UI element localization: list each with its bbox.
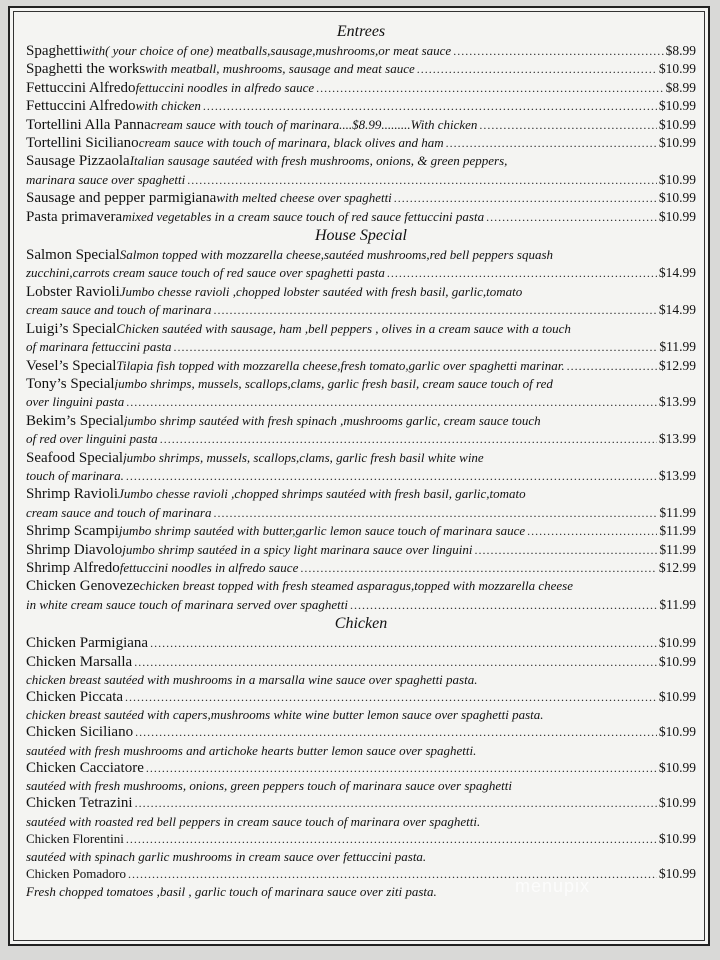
menu-item bbox=[26, 42, 696, 60]
menu-item-line bbox=[26, 430, 696, 448]
menu-item-line bbox=[26, 97, 696, 115]
menu-item-name: Seafood Special bbox=[26, 449, 124, 466]
leader-dots bbox=[417, 60, 657, 78]
menu-item-description: sautéed with fresh mushrooms, onions, green peppers touch of marinara sauce over spaghetti bbox=[26, 778, 513, 794]
menu-item-description: sautéed with roasted red bell peppers in cream sauce touch of marinara over spaghetti. bbox=[26, 813, 481, 829]
leader-dots bbox=[146, 759, 657, 777]
menu-item-price: $11.99 bbox=[659, 504, 696, 520]
menu-item-description: with( your choice of one) meatballs,sausage,mushrooms,or meat sauce bbox=[82, 43, 452, 58]
menu-item-price: $12.99 bbox=[658, 559, 696, 575]
menu-item-description-cont: of marinara fettuccini pasta bbox=[26, 339, 172, 355]
menu-item bbox=[26, 152, 696, 189]
menu-item-price: $10.99 bbox=[658, 61, 696, 77]
menu-item-description: Jumbo chesse ravioli ,chopped shrimps sautéed with fresh basil, garlic,tomato bbox=[118, 486, 526, 502]
menu-item-name: Chicken Pomadoro bbox=[26, 866, 127, 882]
menu-item-line bbox=[26, 320, 696, 338]
menu-item-line bbox=[26, 246, 696, 264]
menu-item-description-cont: cream sauce and touch of marinara bbox=[26, 504, 212, 520]
menu-item-description: with melted cheese over spaghetti bbox=[216, 190, 392, 206]
menu-item-description: sautéed with fresh mushrooms and artichoke hearts butter lemon sauce over spaghetti. bbox=[26, 742, 477, 758]
leader-dots bbox=[479, 116, 656, 134]
menu-item-line bbox=[26, 208, 696, 226]
menu-item-line bbox=[26, 522, 696, 540]
menu-item-description-cont: marinara sauce over spaghetti bbox=[26, 171, 186, 187]
menu-item-description: mixed vegetables in a cream sauce touch of red sauce fettuccini pasta bbox=[122, 208, 485, 224]
menu-item-price: $10.99 bbox=[658, 190, 696, 206]
menu-item-price: $10.99 bbox=[658, 830, 696, 846]
menu-item-name: Pasta primavera bbox=[26, 208, 123, 225]
menu-item-description: jumbo shrimps, mussels, scallops,clams, garlic fresh basil, cream sauce touch of red bbox=[114, 375, 553, 391]
menu-item bbox=[26, 357, 696, 375]
leader-dots bbox=[387, 264, 657, 282]
menu-item bbox=[26, 723, 696, 758]
menu-item-line bbox=[26, 634, 696, 652]
menu-item-price: $11.99 bbox=[659, 523, 696, 539]
menu-item-name: Shrimp Scampi bbox=[26, 523, 119, 540]
leader-dots bbox=[453, 42, 663, 60]
leader-dots bbox=[187, 171, 657, 189]
menu-item-price: $10.99 bbox=[658, 171, 696, 187]
menu-item-line bbox=[26, 653, 696, 671]
leader-dots bbox=[350, 596, 657, 614]
menu-section-house bbox=[26, 226, 696, 614]
leader-dots bbox=[134, 653, 657, 671]
leader-dots bbox=[160, 430, 657, 448]
watermark: menupix bbox=[515, 876, 591, 896]
menu-item-name: Chicken Florentini bbox=[26, 830, 124, 846]
menu-item-description: jumbo shrimp sautéed in a spicy light marinara sauce over linguini bbox=[122, 541, 473, 557]
menu-item bbox=[26, 320, 696, 357]
leader-dots bbox=[126, 467, 657, 485]
menu-item-line bbox=[26, 596, 696, 614]
menu-item-description: cream sauce with touch of marinara, black olives and ham bbox=[138, 135, 444, 151]
menu-item-price: $10.99 bbox=[658, 795, 696, 811]
menu-item-description-cont: zucchini,carrots cream sauce touch of red sauce over spaghetti pasta bbox=[26, 265, 385, 281]
menu-item-description: Italian sausage sautéed with fresh mushrooms, onions, & green peppers, bbox=[129, 153, 508, 169]
menu-item-description: chicken breast sautéed with mushrooms in a marsalla wine sauce over spaghetti pasta. bbox=[26, 672, 478, 687]
menu-item-name: Bekim’s Special bbox=[26, 412, 124, 429]
menu-item-description-cont: cream sauce and touch of marinara bbox=[26, 302, 212, 318]
menu-item bbox=[26, 134, 696, 152]
leader-dots bbox=[300, 559, 657, 577]
menu-item-price: $13.99 bbox=[658, 431, 696, 447]
leader-dots bbox=[135, 723, 657, 741]
menu-item-line bbox=[26, 449, 696, 467]
menu-item bbox=[26, 634, 696, 652]
menu-item-description-cont: in white cream sauce touch of marinara served over spaghetti bbox=[26, 596, 348, 612]
menu-item-line bbox=[26, 541, 696, 559]
leader-dots bbox=[135, 794, 657, 812]
leader-dots bbox=[213, 301, 656, 319]
leader-dots bbox=[446, 134, 657, 152]
menu-item-line bbox=[26, 559, 696, 577]
menu-item-price: $10.99 bbox=[658, 135, 696, 151]
menu-item-line bbox=[26, 152, 696, 170]
menu-item-description-cont: over linguini pasta bbox=[26, 394, 125, 410]
menu-item-line bbox=[26, 688, 696, 706]
menu-item-description-cont: of red over linguini pasta bbox=[26, 431, 158, 447]
menu-item-name: Chicken Cacciatore bbox=[26, 759, 144, 776]
menu-item bbox=[26, 541, 696, 559]
menu-item-line bbox=[26, 357, 696, 375]
section-title: House Special bbox=[315, 227, 407, 245]
leader-dots bbox=[567, 357, 657, 375]
menu-item bbox=[26, 865, 696, 900]
menu-item-line bbox=[26, 865, 696, 883]
menu-item-line bbox=[26, 830, 696, 848]
menu-item-line bbox=[26, 393, 696, 411]
menu-item-name: Chicken Marsalla bbox=[26, 653, 133, 670]
menu-item-description: sautéed with spinach garlic mushrooms in cream sauce over fettuccini pasta. bbox=[26, 849, 427, 865]
menu-item-line bbox=[26, 577, 696, 595]
menu-item-name: Chicken Siciliano bbox=[26, 724, 134, 741]
menu-item-price: $10.99 bbox=[658, 635, 696, 651]
menu-item bbox=[26, 577, 696, 614]
menu-item-price: $10.99 bbox=[658, 724, 696, 740]
menu-item-description: chicken breast sautéed with capers,mushrooms white wine butter lemon sauce over spaghetti pasta. bbox=[26, 707, 544, 723]
menu-item-price: $11.99 bbox=[659, 541, 696, 557]
menu-item-line bbox=[26, 134, 696, 152]
menu-item-line bbox=[26, 42, 696, 60]
menu-item-line bbox=[26, 485, 696, 503]
menu-item-price: $10.99 bbox=[658, 653, 696, 669]
menu-item-price: $11.99 bbox=[659, 596, 696, 612]
menu-item bbox=[26, 283, 696, 320]
menu-item-name: Tortellini Siciliano bbox=[26, 135, 139, 152]
menu-item-price: $10.99 bbox=[658, 98, 696, 114]
menu-item-line bbox=[26, 189, 696, 207]
menu-item-name: Salmon Special bbox=[26, 247, 120, 264]
leader-dots bbox=[174, 338, 658, 356]
leader-dots bbox=[150, 634, 657, 652]
menu-item-name: Chicken Piccata bbox=[26, 689, 124, 705]
menu-item-description: Chicken sautéed with sausage, ham ,bell peppers , olives in a cream sauce with a touch bbox=[116, 320, 571, 336]
menu-item-name: Lobster Ravioli bbox=[26, 283, 120, 300]
menu-item-line bbox=[26, 759, 696, 777]
menu-item-line bbox=[26, 723, 696, 741]
menu-item-name: Shrimp Diavolo bbox=[26, 541, 123, 558]
menu-item-price: $13.99 bbox=[658, 467, 696, 483]
menu-item-name: Chicken Tetrazini bbox=[26, 795, 133, 812]
menu-item-price: $10.99 bbox=[658, 208, 696, 224]
menu-item-name: Tortellini Alla Panna bbox=[26, 116, 151, 133]
menu-item-name: Shrimp Alfredo bbox=[26, 559, 120, 576]
menu-item-description: fettuccini noodles in alfredo sauce bbox=[135, 79, 315, 95]
menu-item-price: $14.99 bbox=[658, 265, 696, 281]
menu-item-line bbox=[26, 301, 696, 319]
menu-item-line bbox=[26, 338, 696, 356]
menu-item-line bbox=[26, 79, 696, 97]
menu-item bbox=[26, 60, 696, 78]
menu-item-price: $10.99 bbox=[658, 759, 696, 775]
menu-item-description: Salmon topped with mozzarella cheese,sautéed mushrooms,red bell peppers squash bbox=[119, 247, 554, 263]
menu-page bbox=[8, 6, 710, 946]
menu-item-description: Jumbo chesse ravioli ,chopped lobster sautéed with fresh basil, garlic,tomato bbox=[119, 283, 523, 299]
menu-item-name: Luigi’s Special bbox=[26, 320, 117, 337]
menu-item-line bbox=[26, 264, 696, 282]
menu-item-price: $14.99 bbox=[658, 302, 696, 318]
leader-dots bbox=[527, 522, 657, 540]
menu-item-line bbox=[26, 467, 696, 485]
menu-item bbox=[26, 759, 696, 794]
menu-item bbox=[26, 97, 696, 115]
menu-section-chicken bbox=[26, 614, 696, 900]
menu-item-price: $10.99 bbox=[658, 116, 696, 132]
menu-item-price: $12.99 bbox=[658, 357, 696, 373]
menu-item-line bbox=[26, 116, 696, 134]
menu-item-price: $11.99 bbox=[659, 339, 696, 355]
menu-item-price: $13.99 bbox=[658, 394, 696, 410]
menu-section-entrees bbox=[26, 22, 696, 226]
menu-item bbox=[26, 653, 696, 688]
menu-item bbox=[26, 189, 696, 207]
menu-item-line bbox=[26, 60, 696, 78]
menu-item-name: Spaghetti bbox=[26, 43, 83, 59]
menu-item-name: Shrimp Ravioli bbox=[26, 486, 119, 503]
menu-item-price: $8.99 bbox=[665, 43, 696, 58]
leader-dots bbox=[394, 189, 657, 207]
section-title: Chicken bbox=[334, 615, 388, 633]
menu-item-name: Sausage and pepper parmigiana bbox=[26, 190, 217, 207]
menu-item bbox=[26, 794, 696, 829]
menu-item-name: Fettuccini Alfredo bbox=[26, 79, 136, 96]
menu-item-line bbox=[26, 375, 696, 393]
leader-dots bbox=[486, 208, 657, 226]
menu-item-line bbox=[26, 283, 696, 301]
leader-dots bbox=[475, 541, 658, 559]
menu-item-description-cont: touch of marinara. bbox=[26, 467, 124, 483]
menu-item-description: cream sauce with touch of marinara....$8.99.........With chicken bbox=[150, 116, 478, 132]
leader-dots bbox=[126, 393, 657, 411]
menu-item bbox=[26, 208, 696, 226]
menu-item-description: jumbo shrimp sautéed with butter,garlic lemon sauce touch of marinara sauce bbox=[118, 523, 526, 539]
menu-item bbox=[26, 412, 696, 449]
menu-item-line bbox=[26, 504, 696, 522]
menu-item bbox=[26, 246, 696, 283]
menu-item bbox=[26, 375, 696, 412]
menu-item-description: jumbo shrimps, mussels, scallops,clams, garlic fresh basil white wine bbox=[123, 449, 484, 465]
menu-item-price: $10.99 bbox=[658, 689, 696, 704]
menu-item-price: $10.99 bbox=[658, 866, 696, 882]
menu-item-name: Chicken Parmigiana bbox=[26, 635, 149, 652]
menu-item bbox=[26, 449, 696, 486]
menu-item bbox=[26, 79, 696, 97]
menu-item-name: Fettuccini Alfredo bbox=[26, 98, 136, 115]
menu-content bbox=[26, 22, 696, 900]
menu-item-line bbox=[26, 794, 696, 812]
menu-item-description: with meatball, mushrooms, sausage and meat sauce bbox=[145, 61, 415, 77]
menu-item bbox=[26, 485, 696, 522]
menu-item-name: Sausage Pizzaola bbox=[26, 153, 130, 170]
leader-dots bbox=[125, 688, 657, 706]
menu-item-name: Vesel’s Special bbox=[26, 357, 117, 374]
menu-item bbox=[26, 522, 696, 540]
menu-item-description: Fresh chopped tomatoes ,basil , garlic touch of marinara sauce over ziti pasta. bbox=[26, 884, 437, 900]
menu-item-description: Tilapia fish topped with mozzarella cheese,fresh tomato,garlic over spaghetti marinar. bbox=[116, 357, 565, 373]
leader-dots bbox=[126, 830, 657, 848]
leader-dots bbox=[203, 97, 657, 115]
menu-item-line bbox=[26, 171, 696, 189]
menu-item-description: with chicken bbox=[135, 98, 201, 114]
menu-item-name: Tony’s Special bbox=[26, 375, 115, 392]
menu-item-description: chicken breast topped with fresh steamed asparagus,topped with mozzarella cheese bbox=[139, 578, 573, 594]
menu-item-description: jumbo shrimp sautéed with fresh spinach ,mushrooms garlic, cream sauce touch bbox=[123, 412, 541, 428]
menu-item bbox=[26, 688, 696, 723]
menu-item-price: $8.99 bbox=[665, 79, 696, 95]
menu-item-name: Spaghetti the works bbox=[26, 61, 146, 78]
menu-item-line bbox=[26, 412, 696, 430]
leader-dots bbox=[213, 504, 657, 522]
leader-dots bbox=[316, 79, 663, 97]
menu-item bbox=[26, 830, 696, 865]
menu-item bbox=[26, 116, 696, 134]
menu-item bbox=[26, 559, 696, 577]
menu-item-description: fettuccini noodles in alfredo sauce bbox=[119, 559, 299, 575]
menu-item-name: Chicken Genoveze bbox=[26, 578, 140, 595]
section-title: Entrees bbox=[336, 23, 386, 40]
